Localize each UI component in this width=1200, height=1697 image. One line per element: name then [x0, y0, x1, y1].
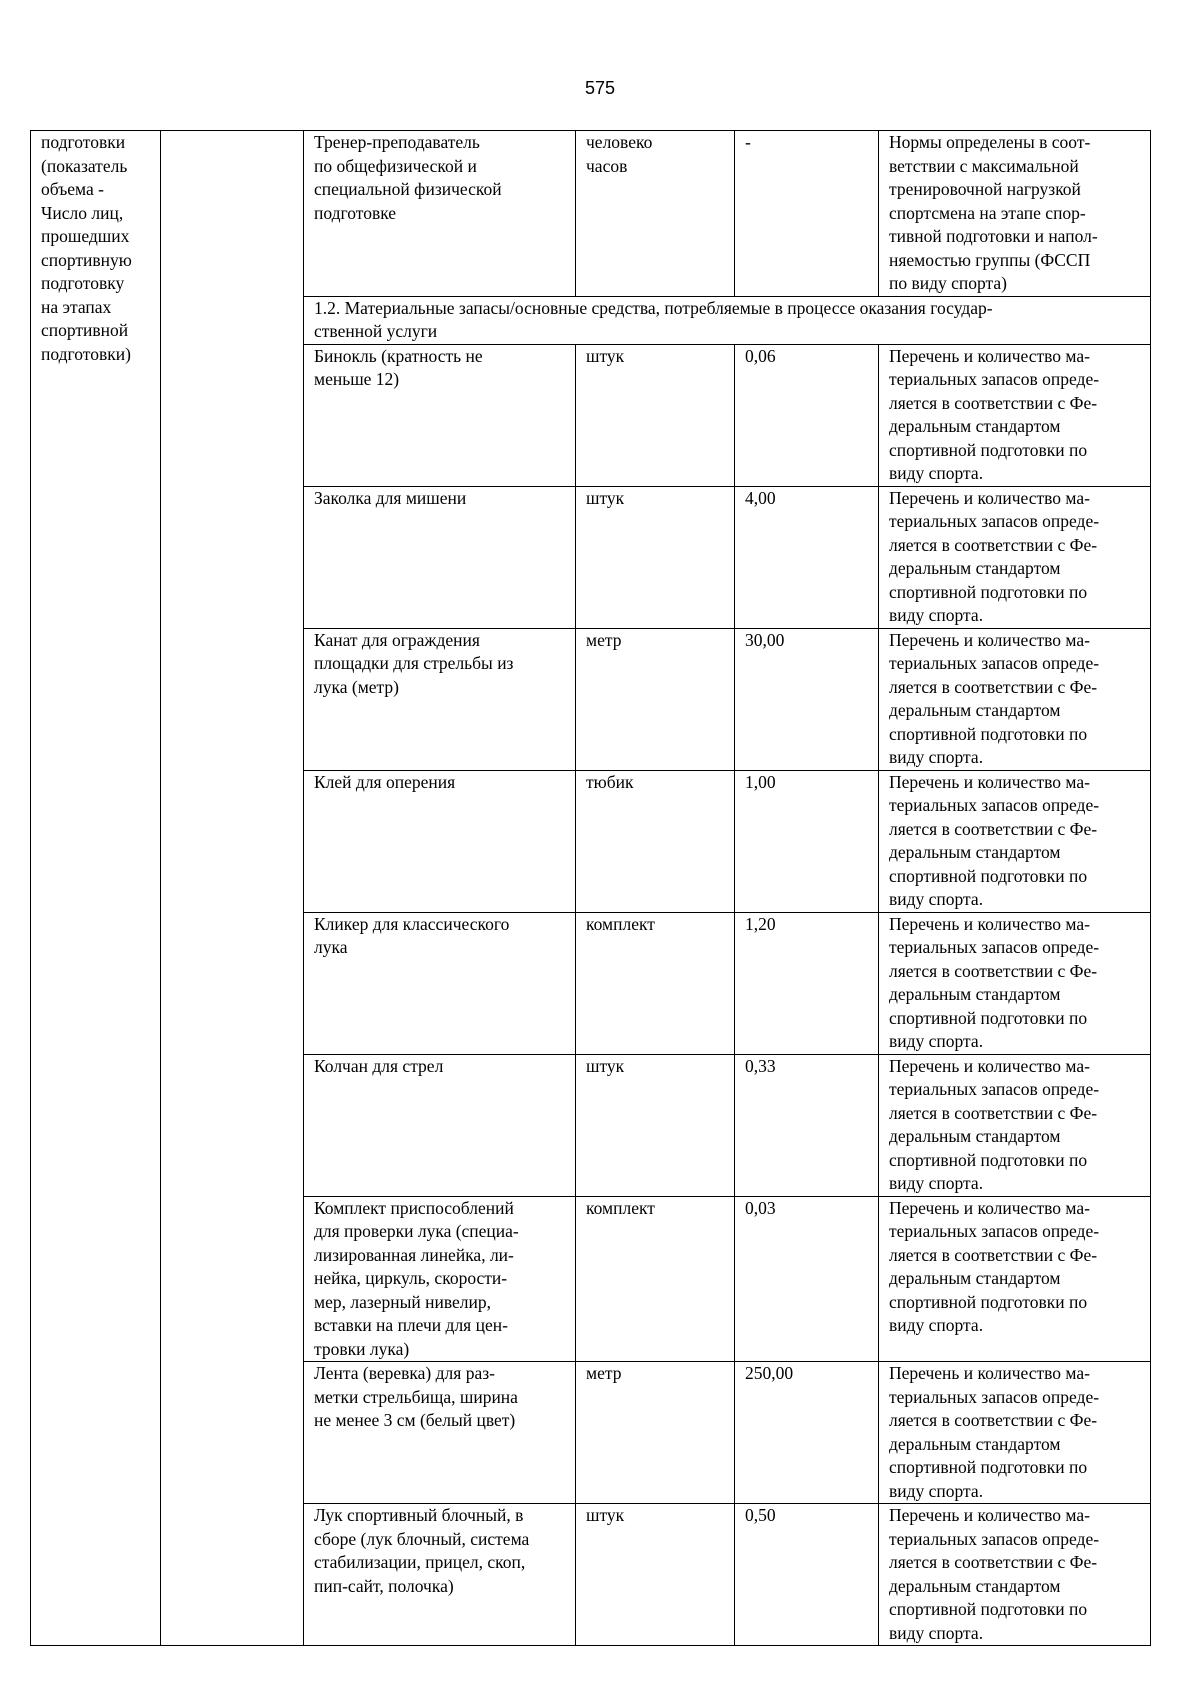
page-number: 575 — [584, 78, 616, 98]
unit-cell: метр — [576, 1362, 735, 1504]
value-cell: - — [735, 131, 879, 297]
value-cell: 0,03 — [735, 1196, 879, 1362]
resource-name-cell: Бинокль (кратность не меньше 12) — [304, 344, 576, 486]
unit-cell: штук — [576, 344, 735, 486]
value-cell: 250,00 — [735, 1362, 879, 1504]
value-cell: 1,00 — [735, 770, 879, 912]
value-cell: 0,06 — [735, 344, 879, 486]
unit-cell: тюбик — [576, 770, 735, 912]
unit-cell: комплект — [576, 1196, 735, 1362]
resource-name-cell: Заколка для мишени — [304, 486, 576, 628]
resource-name-cell: Кликер для классического лука — [304, 912, 576, 1054]
resource-name-cell: Канат для ограждения площадки для стрельбы из лука (метр) — [304, 628, 576, 770]
unit-cell: комплект — [576, 912, 735, 1054]
note-cell: Перечень и количество ма- териальных запасов опреде- ляется в соответствии с Фе- деральным стандартом спортивной подготовки по виду спорта. — [879, 770, 1151, 912]
note-cell: Перечень и количество ма- териальных запасов опреде- ляется в соответствии с Фе- деральным стандартом спортивной подготовки по виду спорта. — [879, 628, 1151, 770]
resource-name-cell: Лук спортивный блочный, в сборе (лук блочный, система стабилизации, прицел, скоп, пип-сайт, полочка) — [304, 1504, 576, 1646]
value-cell: 30,00 — [735, 628, 879, 770]
value-cell: 0,50 — [735, 1504, 879, 1646]
note-cell: Перечень и количество ма- териальных запасов опреде- ляется в соответствии с Фе- деральным стандартом спортивной подготовки по виду спорта. — [879, 486, 1151, 628]
unit-cell: метр — [576, 628, 735, 770]
resource-name-cell: Комплект приспособлений для проверки лука (специа- лизированная линейка, ли- нейка, циркуль, скорости- мер, лазерный нивелир, вставки на плечи для цен- тровки лука) — [304, 1196, 576, 1362]
empty-column-cell — [161, 131, 304, 1646]
note-cell: Перечень и количество ма- териальных запасов опреде- ляется в соответствии с Фе- деральным стандартом спортивной подготовки по виду спорта. — [879, 1362, 1151, 1504]
note-cell: Перечень и количество ма- териальных запасов опреде- ляется в соответствии с Фе- деральным стандартом спортивной подготовки по виду спорта. — [879, 1504, 1151, 1646]
norms-table — [30, 130, 1151, 1646]
value-cell: 4,00 — [735, 486, 879, 628]
note-cell: Перечень и количество ма- териальных запасов опреде- ляется в соответствии с Фе- деральным стандартом спортивной подготовки по виду спорта. — [879, 1196, 1151, 1362]
resource-name-cell: Колчан для стрел — [304, 1054, 576, 1196]
table-row — [31, 131, 1151, 297]
value-cell: 1,20 — [735, 912, 879, 1054]
resource-name-cell: Тренер-преподаватель по общефизической и специальной физической подготовке — [304, 131, 576, 297]
indicator-label-cell: подготовки (показатель объема - Число лиц, прошедших спортивную подготовку на этапах спортивной подготовки) — [31, 131, 161, 1646]
unit-cell: штук — [576, 1054, 735, 1196]
note-cell: Перечень и количество ма- териальных запасов опреде- ляется в соответствии с Фе- деральным стандартом спортивной подготовки по виду спорта. — [879, 1054, 1151, 1196]
value-cell: 0,33 — [735, 1054, 879, 1196]
note-cell: Нормы определены в соот- ветствии с максимальной тренировочной нагрузкой спортсмена на этапе спор- тивной подготовки и напол- няемостью группы (ФССП по виду спорта) — [879, 131, 1151, 297]
note-cell: Перечень и количество ма- териальных запасов опреде- ляется в соответствии с Фе- деральным стандартом спортивной подготовки по виду спорта. — [879, 344, 1151, 486]
resource-name-cell: Клей для оперения — [304, 770, 576, 912]
section-heading: 1.2. Материальные запасы/основные средства, потребляемые в процессе оказания государ- ственной услуги — [304, 296, 1151, 344]
unit-cell: штук — [576, 486, 735, 628]
note-cell: Перечень и количество ма- териальных запасов опреде- ляется в соответствии с Фе- деральным стандартом спортивной подготовки по виду спорта. — [879, 912, 1151, 1054]
unit-cell: человеко часов — [576, 131, 735, 297]
unit-cell: штук — [576, 1504, 735, 1646]
resource-name-cell: Лента (веревка) для раз- метки стрельбища, ширина не менее 3 см (белый цвет) — [304, 1362, 576, 1504]
